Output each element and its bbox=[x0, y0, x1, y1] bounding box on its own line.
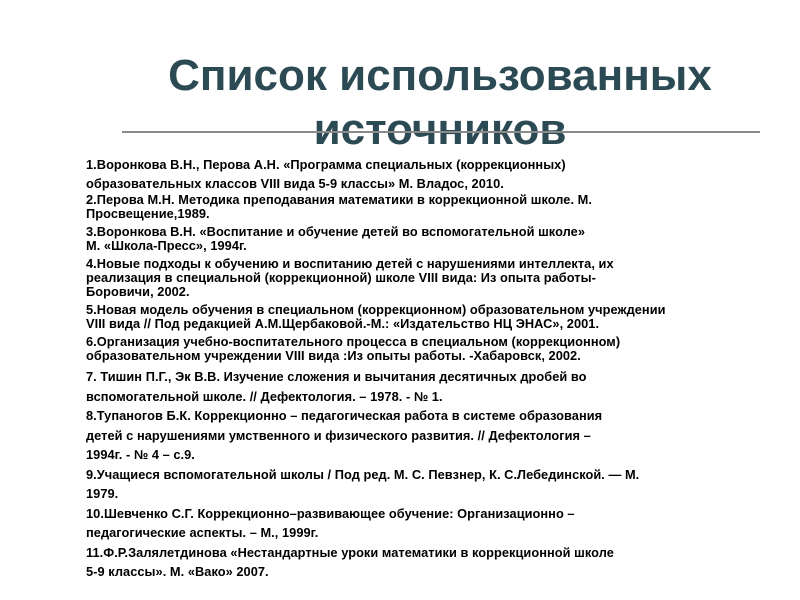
reference-line: Боровичи, 2002. bbox=[86, 284, 190, 299]
reference-line: педагогические аспекты. – М., 1999г. bbox=[86, 525, 319, 540]
reference-item-6 bbox=[86, 335, 798, 363]
slide-title bbox=[0, 49, 800, 157]
reference-line: реализация в специальной (коррекционной) школе VIII вида: Из опыта работы- bbox=[86, 270, 596, 285]
reference-line: 9.Учащиеся вспомогательной школы / Под ред. М. С. Певзнер, К. С.Лебединской. — М. bbox=[86, 466, 640, 482]
reference-line: 4.Новые подходы к обучению и воспитанию детей с нарушениями интеллекта, их bbox=[86, 256, 614, 271]
reference-line: 5.Новая модель обучения в специальном (коррекционном) образовательном учреждении bbox=[86, 302, 666, 317]
title-line-2: источников bbox=[313, 105, 567, 155]
reference-item-10 bbox=[86, 504, 798, 543]
reference-line: вспомогательной школе. // Дефектология. – 1978. - № 1. bbox=[86, 388, 443, 404]
title-divider bbox=[122, 131, 760, 133]
reference-line: М. «Школа-Пресс», 1994г. bbox=[86, 238, 247, 253]
reference-item-3 bbox=[86, 225, 798, 253]
reference-line: 7. Тишин П.Г., Эк В.В. Изучение сложения и вычитания десятичных дробей во bbox=[86, 369, 587, 384]
reference-line: образовательном учреждении VIII вида :Из опыты работы. -Хабаровск, 2002. bbox=[86, 348, 581, 363]
reference-line: 5-9 классы». М. «Вако» 2007. bbox=[86, 564, 269, 579]
reference-item-2 bbox=[86, 193, 798, 221]
reference-item-5 bbox=[86, 303, 798, 331]
reference-item-11 bbox=[86, 543, 798, 582]
reference-line: 6.Организация учебно-воспитательного процесса в специальном (коррекционном) bbox=[86, 334, 621, 349]
reference-line: 2.Перова М.Н. Методика преподавания математики в коррекционной школе. М. bbox=[86, 192, 592, 207]
reference-item-4 bbox=[86, 257, 798, 299]
reference-line: образовательных классов VIII вида 5-9 классы» М. Владос, 2010. bbox=[86, 176, 504, 191]
reference-line: 3.Воронкова В.Н. «Воспитание и обучение детей во вспомогательной школе» bbox=[86, 224, 585, 239]
reference-item-9 bbox=[86, 465, 798, 504]
reference-item-7 bbox=[86, 367, 798, 406]
reference-item-8 bbox=[86, 406, 798, 465]
reference-line: 11.Ф.Р.Залялетдинова «Нестандартные уроки математики в коррекционной школе bbox=[86, 544, 614, 560]
reference-list bbox=[86, 155, 798, 582]
reference-line: 1994г. - № 4 – с.9. bbox=[86, 447, 195, 462]
reference-line: 8.Тупаногов Б.К. Коррекционно – педагогическая работа в системе образования bbox=[86, 408, 603, 423]
reference-line: детей с нарушениями умственного и физического развития. // Дефектология – bbox=[86, 427, 591, 443]
reference-line: Просвещение,1989. bbox=[86, 206, 210, 221]
reference-line: 1979. bbox=[86, 486, 119, 501]
reference-item-1 bbox=[86, 155, 798, 193]
reference-line: 10.Шевченко С.Г. Коррекционно–развивающее обучение: Организационно – bbox=[86, 505, 575, 521]
reference-line: VIII вида // Под редакцией А.М.Щербаковой.-М.: «Издательство НЦ ЭНАС», 2001. bbox=[86, 316, 600, 331]
title-line-1: Список использованных bbox=[168, 51, 712, 101]
reference-line: 1.Воронкова В.Н., Перова А.Н. «Программа специальных (коррекционных) bbox=[86, 157, 566, 172]
